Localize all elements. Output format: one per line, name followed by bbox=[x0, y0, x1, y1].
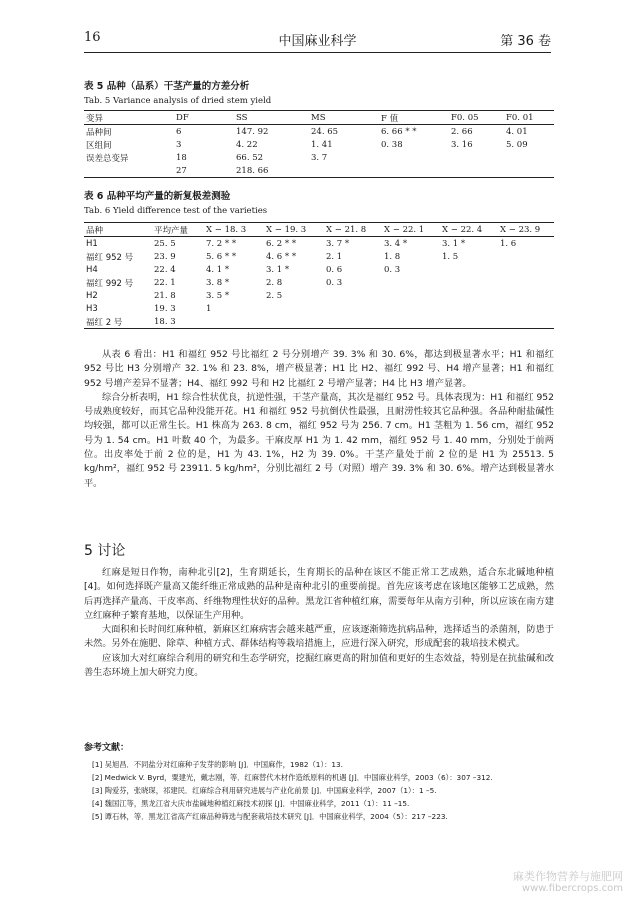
table-cell: 5. 6 * * bbox=[206, 251, 237, 262]
table-cell: 1. 5 bbox=[442, 251, 459, 262]
table-cell: 3. 8 * bbox=[206, 277, 230, 288]
table-cell: 22. 4 bbox=[154, 264, 176, 275]
table-cell: 0. 3 bbox=[384, 264, 401, 275]
table5-header-cell: F 值 bbox=[379, 111, 449, 125]
table-cell: 0. 6 bbox=[326, 264, 343, 275]
results-text bbox=[84, 348, 554, 491]
table-cell bbox=[504, 151, 554, 164]
table-cell bbox=[449, 151, 504, 164]
table6-caption-en: Tab. 6 Yield difference test of the varieties bbox=[84, 206, 268, 216]
volume-label: 第 36 卷 bbox=[500, 34, 551, 49]
paragraph: 红麻是短日作物，南种北引[2]，生育期延长，生育期长的品种在该区不能正常工艺成熟，适合东北碱地种植[4]。如何选择既产量高又能纤维正常成熟的品种是南种北引的重要前提。首先应该考虑在该地区能够工艺成熟，然后再选择产量高、干皮率高、纤维物理性状好的品种。黑龙江省种植红麻，需要每年从南方引种，所以应该在南方建立红麻种子繁育基地，以保证生产用种。 bbox=[84, 567, 554, 621]
table-cell: 147. 92 bbox=[236, 126, 269, 137]
table5-caption-en: Tab. 5 Variance analysis of dried stem yield bbox=[84, 96, 272, 106]
table-cell bbox=[504, 164, 554, 178]
section-heading: 5 讨论 bbox=[84, 543, 126, 559]
reference-item: [5] 谭石林，等．黑龙江省高产红麻品种筛选与配套栽培技术研究 [J]．中国麻业科学，2004（5）：217 –223. bbox=[92, 812, 448, 821]
reference-list bbox=[92, 758, 552, 823]
table6-header-cell: X − 21. 8 bbox=[324, 223, 382, 237]
discussion-text bbox=[84, 566, 554, 680]
reference-item: [1] 吴旭昌．不同盐分对红麻种子发芽的影响 [J]．中国麻作，1982（1）：13. bbox=[92, 760, 344, 769]
table-cell bbox=[379, 151, 449, 164]
table-cell bbox=[382, 289, 440, 302]
paragraph: 应该加大对红麻综合利用的研究和生态学研究，挖掘红麻更高的附加值和更好的生态效益，特别是在抗盐碱和改善生态环境上加大研究力度。 bbox=[84, 652, 554, 679]
table-cell: 3. 7 * bbox=[326, 238, 350, 249]
watermark-cn: 麻类作物营养与施肥网 bbox=[513, 870, 623, 883]
table5-header-cell: 变异 bbox=[84, 111, 174, 125]
table-cell bbox=[440, 315, 498, 329]
table-cell: H1 bbox=[86, 238, 98, 249]
table-cell: 18 bbox=[176, 152, 187, 163]
table-cell: 19. 3 bbox=[154, 303, 176, 314]
table-cell: 2. 8 bbox=[266, 277, 283, 288]
table-cell: 福红 2 号 bbox=[86, 317, 123, 328]
table-cell: 24. 65 bbox=[311, 126, 339, 137]
table-cell: 2. 5 bbox=[266, 290, 283, 301]
table-row bbox=[84, 276, 554, 289]
table-cell: 3. 5 * bbox=[206, 290, 230, 301]
table-cell bbox=[498, 263, 554, 276]
table-cell: 21. 8 bbox=[154, 290, 176, 301]
table-cell: 18. 3 bbox=[154, 316, 176, 327]
table-row bbox=[84, 263, 554, 276]
table-cell: 1. 6 bbox=[500, 238, 517, 249]
watermark-url: www.fibercrops.com bbox=[521, 883, 623, 894]
table5-header-cell: SS bbox=[234, 111, 309, 125]
table-cell: 23. 9 bbox=[154, 251, 176, 262]
table-cell bbox=[440, 276, 498, 289]
table-cell: 3 bbox=[176, 139, 182, 150]
table-cell: 福红 952 号 bbox=[86, 252, 134, 263]
table-cell: 3. 7 bbox=[311, 152, 328, 163]
table6-header-cell: X − 18. 3 bbox=[204, 223, 264, 237]
table-cell: 4. 22 bbox=[236, 139, 258, 150]
table-cell bbox=[449, 164, 504, 178]
table-cell bbox=[382, 302, 440, 315]
table-cell: H4 bbox=[86, 264, 98, 275]
table5-header-cell: DF bbox=[174, 111, 234, 125]
table-cell: 5. 09 bbox=[506, 139, 528, 150]
table-row bbox=[84, 138, 554, 151]
table-cell: 0. 3 bbox=[326, 277, 343, 288]
table-cell: 区组间 bbox=[86, 140, 112, 151]
table-cell bbox=[382, 315, 440, 329]
table-cell: 6. 2 * * bbox=[266, 238, 297, 249]
table-cell: 1. 41 bbox=[311, 139, 333, 150]
table-cell bbox=[324, 315, 382, 329]
table-cell bbox=[498, 276, 554, 289]
table-row bbox=[84, 315, 554, 329]
table5-caption-cn: 表 5 品种（品系）干茎产量的方差分析 bbox=[84, 81, 250, 92]
table-row bbox=[84, 151, 554, 164]
table6-caption-cn: 表 6 品种平均产量的新复极差测验 bbox=[84, 191, 231, 202]
table-row bbox=[84, 289, 554, 302]
table-cell bbox=[84, 164, 174, 178]
table5-header-cell: F0. 01 bbox=[504, 111, 554, 125]
table6-header-cell: X − 22. 4 bbox=[440, 223, 498, 237]
table-cell: 4. 01 bbox=[506, 126, 528, 137]
table-cell: 1. 8 bbox=[384, 251, 401, 262]
table-cell: 66. 52 bbox=[236, 152, 264, 163]
reference-item: [4] 魏国江等，黑龙江省大庆市盐碱地种植红麻技术初探 [J]．中国麻业科学，2011（1）：11 –15. bbox=[92, 799, 410, 808]
table-cell: 3. 16 bbox=[451, 139, 473, 150]
table-cell: 6. 66 * * bbox=[381, 126, 417, 137]
table-cell: 2. 66 bbox=[451, 126, 473, 137]
paragraph: 从表 6 看出：H1 和福红 952 号比福红 2 号分别增产 39. 3% 和 30. 6%，都达到极显著水平；H1 和福红 952 号比 H3 分别增产 32. 1% 和 23. 8%，增产极显著；H1 比 H2、福红 992 号、H4 增产显著；H1 和福红 952 号增产差异不显著；H4、福红 992 号和 H2 比福红 2 号增产显著；H4 比 H3 增产显著。 bbox=[84, 349, 554, 389]
table-cell: H3 bbox=[86, 303, 98, 314]
reference-item: [2] Medwick V. Byrd，粟建光，戴志刚，等．红麻替代木材作造纸原料的机遇 [J]．中国麻业科学，2003（6）：307 –312. bbox=[92, 773, 493, 782]
paragraph: 大面积和长时间红麻种植，新麻区红麻病害会越来越严重，应该逐渐筛选抗病品种，选择适当的杀菌剂，防患于未然。另外在施肥、除草、种植方式、群体结构等栽培措施上，应进行深入研究，形成配套的栽培技术模式。 bbox=[84, 624, 554, 650]
table5-header-cell: F0. 05 bbox=[449, 111, 504, 125]
table-cell: 3. 1 * bbox=[442, 238, 466, 249]
journal-title: 中国麻业科学 bbox=[278, 34, 357, 49]
table-cell: 22. 1 bbox=[154, 277, 176, 288]
table-cell bbox=[379, 164, 449, 178]
paragraph: 综合分析表明，H1 综合性状优良，抗逆性强，干茎产量高，其次是福红 952 号。具体表现为：H1 和福红 952 号成熟度较好，而其它品种没能开花。H1 和福红 952 号抗倒伏性最强，且耐涝性较其它品种强。各品种耐盐碱性均较强，都可以正常生长。H1 株高为 263. 8 cm，福红 952 号为 256. 7 cm。H1 茎粗为 1. 56 cm，福红 952 号为 1. 54 cm。H1 叶数 40 个，为最多。干麻皮厚 H1 为 1. 42 mm，福红 952 号 1. 40 mm，分别处于前两位。出皮率处于前 2 位的是，H1 为 43. 1%，H2 为 39. 0%。干茎产量处于前 2 位的是 H1 为 25513. 5 kg/hm²，福红 952 号 23911. 5 kg/hm²，分别比福红 2 号（对照）增产 39. 3% 和 30. 6%。增产达到极显著水平。 bbox=[84, 391, 554, 489]
table-cell bbox=[440, 302, 498, 315]
table-cell: 4. 6 * * bbox=[266, 251, 297, 262]
table-cell bbox=[382, 276, 440, 289]
table-cell: 27 bbox=[176, 165, 187, 176]
table6-header-cell: 平均产量 bbox=[152, 223, 204, 237]
table-cell bbox=[440, 263, 498, 276]
table-cell: 4. 1 * bbox=[206, 264, 230, 275]
page-number: 16 bbox=[84, 30, 101, 45]
table-cell: 25. 5 bbox=[154, 238, 176, 249]
table-cell: 3. 1 * bbox=[266, 264, 290, 275]
table-cell bbox=[498, 315, 554, 329]
header-rule bbox=[84, 52, 551, 53]
table-cell: 218. 66 bbox=[236, 165, 269, 176]
table-cell bbox=[498, 289, 554, 302]
table-row bbox=[84, 164, 554, 178]
table-cell bbox=[324, 302, 382, 315]
table-cell bbox=[498, 302, 554, 315]
table-cell bbox=[309, 164, 379, 178]
table-cell: 品种间 bbox=[86, 127, 112, 138]
table-cell: 7. 2 * * bbox=[206, 238, 237, 249]
table-row bbox=[84, 250, 554, 263]
table-cell bbox=[264, 302, 324, 315]
references-title: 参考文献： bbox=[84, 743, 130, 753]
table6-header-cell: X − 19. 3 bbox=[264, 223, 324, 237]
table-cell: 误差总变异 bbox=[86, 153, 129, 164]
table-cell: 0. 38 bbox=[381, 139, 403, 150]
table-cell bbox=[440, 289, 498, 302]
table-cell bbox=[204, 315, 264, 329]
table-cell: 3. 4 * bbox=[384, 238, 408, 249]
table-row bbox=[84, 125, 554, 139]
table-cell: 1 bbox=[206, 303, 212, 314]
table-cell: 6 bbox=[176, 126, 182, 137]
table-row bbox=[84, 237, 554, 251]
table6-header-cell: 品种 bbox=[84, 223, 152, 237]
table-row bbox=[84, 302, 554, 315]
table-cell bbox=[498, 250, 554, 263]
table-cell: H2 bbox=[86, 290, 98, 301]
table-cell bbox=[324, 289, 382, 302]
table-cell bbox=[264, 315, 324, 329]
table5 bbox=[84, 110, 554, 178]
reference-item: [3] 陶爱芬，张晓琛，祁建民．红麻综合利用研究进展与产业化前景 [J]．中国麻业科学，2007（1）：1 –5. bbox=[92, 786, 437, 795]
table-cell: 福红 992 号 bbox=[86, 278, 134, 289]
table6-header-cell: X − 22. 1 bbox=[382, 223, 440, 237]
table6 bbox=[84, 222, 554, 329]
table6-header-cell: X − 23. 9 bbox=[498, 223, 554, 237]
table5-header-cell: MS bbox=[309, 111, 379, 125]
table-cell: 2. 1 bbox=[326, 251, 343, 262]
